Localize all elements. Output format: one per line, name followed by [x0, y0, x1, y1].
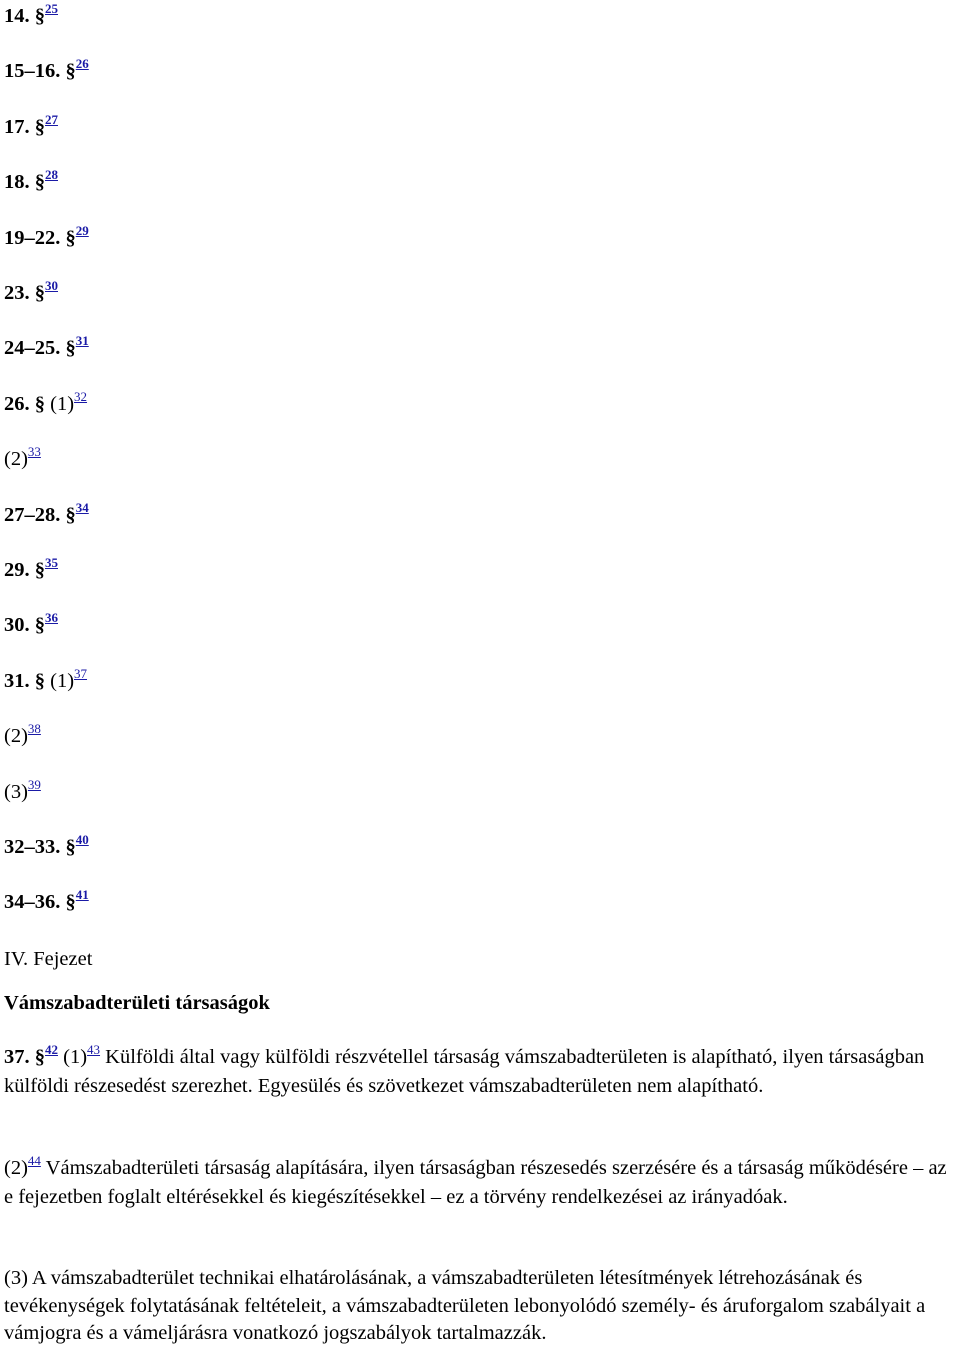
section-37-paragraph-1: [4, 1044, 960, 1100]
section-sign: §: [34, 5, 45, 27]
section-37-paragraph-2: [4, 1155, 960, 1211]
footnote-link[interactable]: 28: [45, 167, 58, 183]
section-number: 32–33.: [4, 836, 61, 858]
section-number: 18.: [4, 171, 30, 194]
section-sign: §: [65, 337, 76, 360]
footnote-link[interactable]: 27: [45, 111, 58, 127]
section-sign: §: [34, 614, 45, 637]
section-heading-line: [4, 2, 58, 32]
section-heading-line: [4, 667, 87, 697]
section-number: 17.: [4, 115, 30, 138]
footnote-link[interactable]: 34: [75, 499, 89, 515]
section-heading-line: [4, 778, 41, 808]
section-number: 30.: [4, 614, 30, 637]
section-heading-line: [4, 113, 58, 143]
section-heading-line: [4, 833, 89, 863]
footnote-link[interactable]: 32: [74, 388, 88, 404]
section-heading-line: [4, 57, 89, 87]
footnote-link[interactable]: 29: [75, 222, 89, 238]
section-number: 26.: [4, 392, 30, 415]
footnote-link[interactable]: 44: [27, 1153, 41, 1168]
footnote-link[interactable]: 41: [75, 887, 89, 903]
paragraph-label: (2): [4, 448, 28, 471]
section-sign: §: [34, 392, 45, 415]
section-sign: §: [65, 60, 76, 83]
footnote-link[interactable]: 39: [27, 776, 41, 792]
section-heading-line: [4, 445, 41, 475]
section-sign: §: [34, 115, 45, 138]
section-heading-line: [4, 722, 41, 752]
paragraph-text: Vámszabadterületi társaság alapítására, ilyen társaságban részesedés szerzésére és a társaság működésére – az e fejezetben foglalt eltérésekkel és kiegészítésekkel – ez a törvény rendelkezései az irányadóak.: [4, 1157, 947, 1208]
section-number: 19–22.: [4, 226, 61, 249]
footnote-link[interactable]: 40: [75, 832, 89, 847]
section-heading-line: [4, 168, 58, 198]
section-sign: §: [65, 503, 76, 526]
section-sign: §: [65, 836, 76, 858]
section-heading-line: [4, 501, 89, 531]
section-sign: §: [34, 1046, 45, 1068]
section-sign: §: [34, 282, 45, 304]
footnote-link[interactable]: 25: [45, 1, 58, 16]
footnote-link[interactable]: 42: [45, 1042, 58, 1057]
paragraph-label: (3): [4, 780, 28, 803]
section-number: 14.: [4, 5, 30, 27]
section-heading-line: [4, 224, 89, 254]
section-number: 15–16.: [4, 60, 61, 83]
footnote-link[interactable]: 33: [27, 444, 41, 460]
section-heading-line: [4, 556, 58, 586]
footnote-link[interactable]: 35: [45, 555, 58, 570]
paragraph-text: A vámszabadterület technikai elhatárolásának, a vámszabadterületen létesítmények létrehozásának és tevékenységek folytatásának feltételeit, a vámszabadterületen lebonyolódó személy- és áruforgalom szabályait a vámjogra és a vámeljárásra vonatkozó jogszabályok tartalmazzák.: [4, 1267, 926, 1344]
footnote-link[interactable]: 26: [75, 56, 89, 72]
footnote-link[interactable]: 30: [45, 278, 58, 293]
chapter-title: Vámszabadterületi társaságok: [4, 992, 270, 1014]
section-heading-line: [4, 390, 87, 420]
footnote-link[interactable]: 37: [74, 665, 88, 681]
section-heading-line: [4, 611, 58, 641]
section-heading-line: [4, 888, 89, 918]
section-37-paragraph-3: [4, 1265, 960, 1348]
section-number: 27–28.: [4, 503, 61, 526]
paragraph-label: (2): [4, 725, 28, 748]
section-number: 34–36.: [4, 891, 61, 914]
paragraph-label: (2): [4, 1157, 28, 1179]
section-number: 31.: [4, 669, 30, 692]
paragraph-label: (1): [63, 1046, 88, 1068]
paragraph-label: (1): [50, 392, 75, 415]
section-sign: §: [34, 669, 45, 692]
chapter-label: IV. Fejezet: [4, 948, 93, 970]
section-number: 29.: [4, 559, 30, 581]
footnote-link[interactable]: 31: [75, 333, 89, 349]
footnote-link[interactable]: 43: [87, 1042, 101, 1057]
section-heading-line: [4, 334, 89, 364]
section-heading-line: [4, 279, 58, 309]
section-number: 24–25.: [4, 337, 61, 360]
paragraph-text: Külföldi által vagy külföldi részvétellel társaság vámszabadterületen is alapítható, ilyen társaságban külföldi részesedést szerezhet. Egyesülés és szövetkezet vámszabadterületen nem alapítható.: [4, 1046, 925, 1097]
section-number: 23.: [4, 282, 30, 304]
footnote-link[interactable]: 38: [27, 721, 41, 737]
footnote-link[interactable]: 36: [45, 610, 58, 626]
section-sign: §: [65, 226, 76, 249]
paragraph-label: (1): [50, 669, 75, 692]
section-sign: §: [34, 559, 45, 581]
paragraph-label: (3): [4, 1267, 28, 1289]
section-sign: §: [34, 171, 45, 194]
section-sign: §: [65, 891, 76, 914]
section-number: 37.: [4, 1046, 30, 1068]
